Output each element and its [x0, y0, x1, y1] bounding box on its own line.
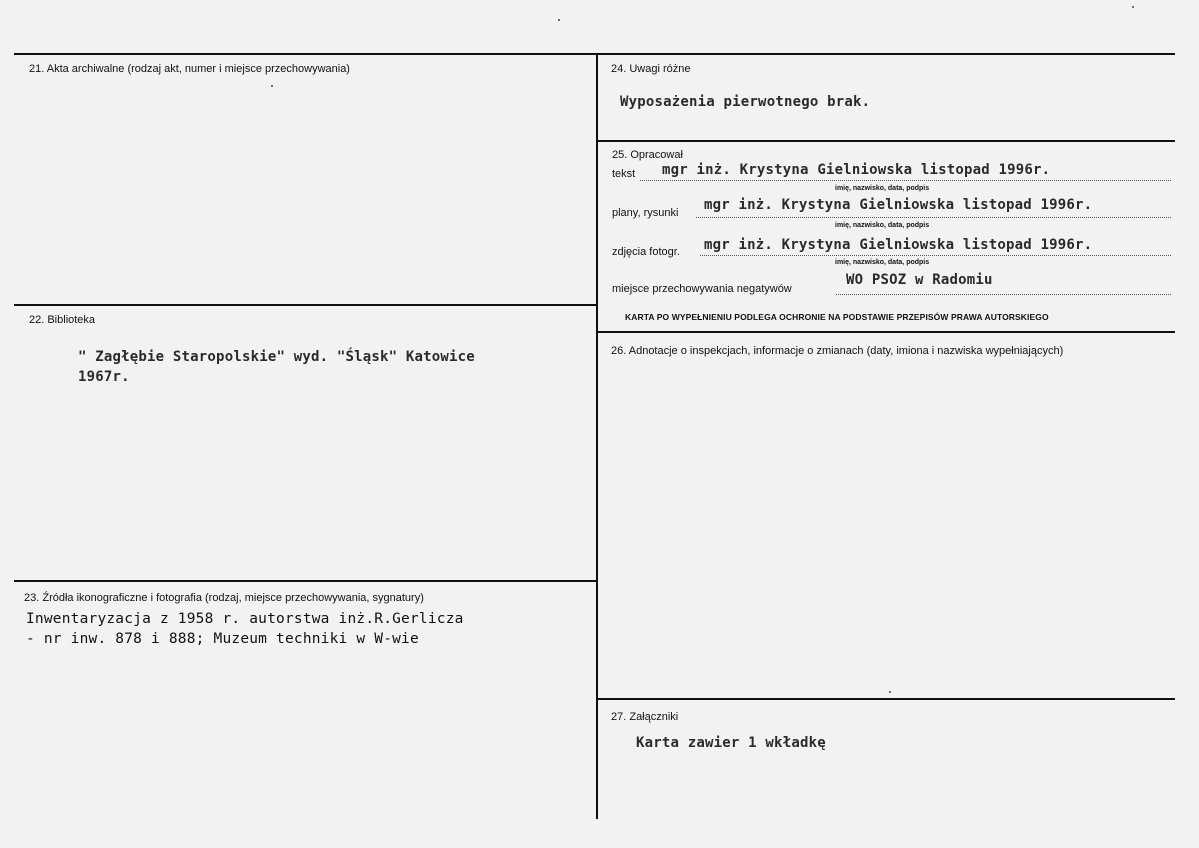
zdjecia-label: zdjęcia fotogr.: [612, 246, 680, 258]
iconography-line-2: - nr inw. 878 i 888; Muzeum techniki w W-wie: [26, 631, 419, 647]
plany-value: mgr inż. Krystyna Gielniowska listopad 1996r.: [704, 197, 1093, 213]
negatives-location-label: miejsce przechowywania negatywów: [612, 283, 792, 295]
zdjecia-hint: imię, nazwisko, data, podpis: [835, 259, 930, 266]
tekst-value: mgr inż. Krystyna Gielniowska listopad 1996r.: [662, 162, 1051, 178]
tekst-dotted-line: [640, 180, 1171, 181]
center-divider: [596, 53, 598, 819]
rule-26-27: [597, 698, 1175, 700]
rule-21-22: [14, 304, 597, 306]
iconography-line-1: Inwentaryzacja z 1958 r. autorstwa inż.R.Gerlicza: [26, 611, 464, 627]
zdjecia-value: mgr inż. Krystyna Gielniowska listopad 1996r.: [704, 237, 1093, 253]
negatives-location-value: WO PSOZ w Radomiu: [846, 272, 993, 288]
section-23-label: 23. Źródła ikonograficzne i fotografia (rodzaj, miejsce przechowywania, sygnatury): [24, 592, 424, 604]
scan-speck: [1132, 6, 1134, 8]
scan-speck: [271, 85, 273, 87]
section-27-label: 27. Załączniki: [611, 711, 679, 723]
negatives-dotted-line: [836, 294, 1171, 295]
library-line-2: 1967r.: [78, 369, 130, 385]
plany-dotted-line: [696, 217, 1171, 218]
rule-24-25: [597, 140, 1175, 142]
plany-label: plany, rysunki: [612, 207, 679, 219]
remarks-value: Wyposażenia pierwotnego brak.: [620, 94, 871, 110]
scan-speck: [558, 19, 560, 21]
library-line-1: " Zagłębie Staropolskie" wyd. "Śląsk" Katowice: [78, 349, 475, 365]
tekst-hint: imię, nazwisko, data, podpis: [835, 185, 930, 192]
attachments-value: Karta zawier 1 wkładkę: [636, 735, 826, 751]
section-24-label: 24. Uwagi różne: [611, 63, 691, 75]
rule-22-23: [14, 580, 597, 582]
scan-speck: [889, 691, 891, 693]
copyright-notice: KARTA PO WYPEŁNIENIU PODLEGA OCHRONIE NA PODSTAWIE PRZEPISÓW PRAWA AUTORSKIEGO: [625, 312, 1049, 322]
section-22-label: 22. Biblioteka: [29, 314, 96, 326]
section-21-label: 21. Akta archiwalne (rodzaj akt, numer i miejsce przechowywania): [29, 63, 350, 75]
plany-hint: imię, nazwisko, data, podpis: [835, 222, 930, 229]
rule-25-26: [597, 331, 1175, 333]
zdjecia-dotted-line: [700, 255, 1171, 256]
top-rule: [14, 53, 1175, 55]
tekst-label: tekst: [612, 168, 636, 180]
section-26-label: 26. Adnotacje o inspekcjach, informacje o zmianach (daty, imiona i nazwiska wypełniających): [611, 345, 1064, 357]
section-25-label: 25. Opracował: [612, 149, 683, 161]
